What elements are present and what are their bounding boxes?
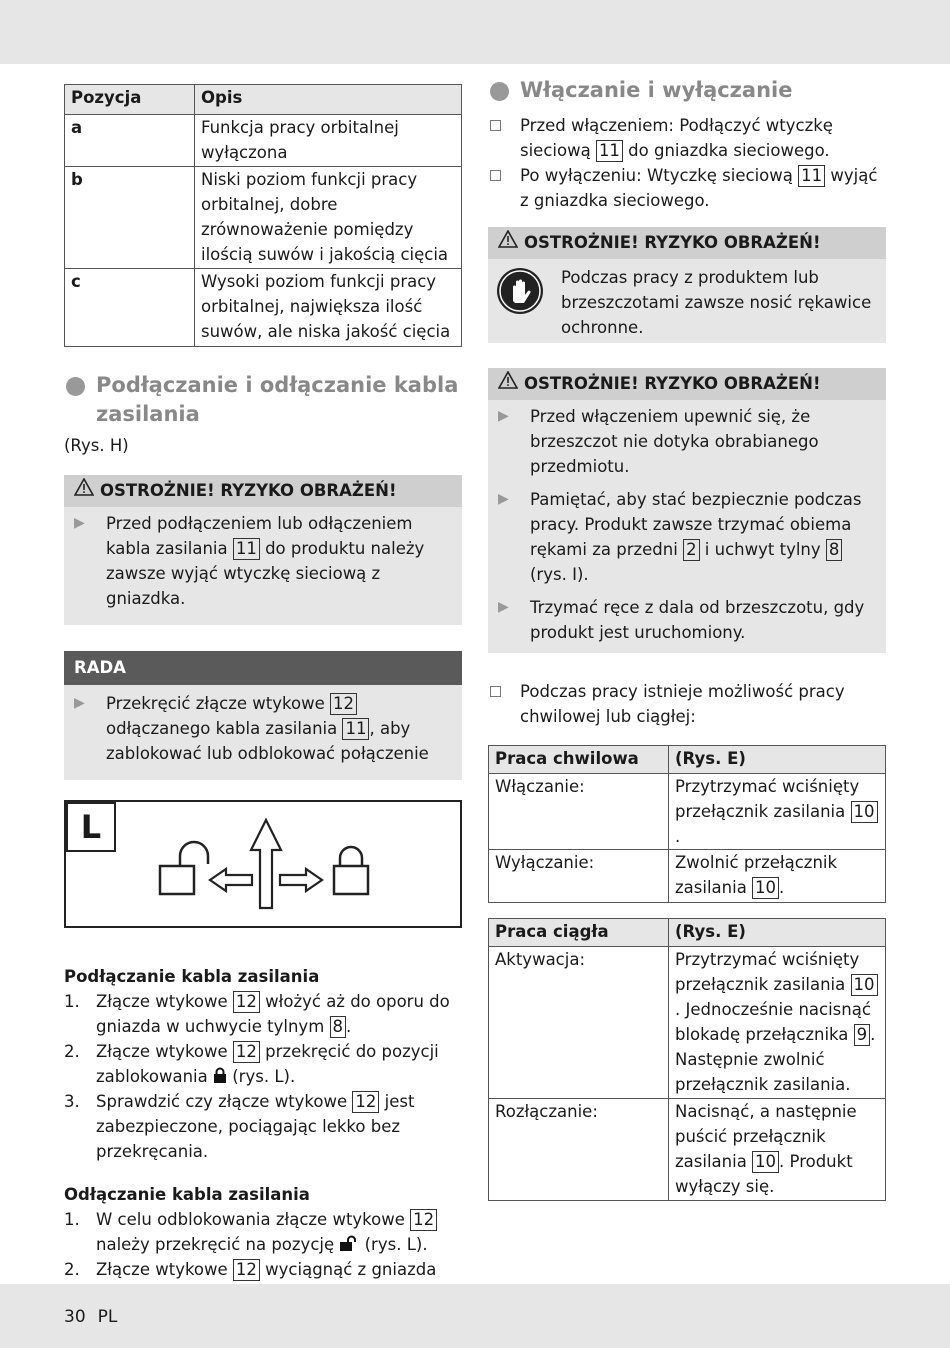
arrow-right-icon: ▶: [74, 695, 85, 711]
list-item: Po wyłączeniu: Wtyczkę sieciową 11 wyjąć z gniazdka sieciowego.: [488, 163, 886, 213]
list-item: 1. W celu odblokowania złącze wtykowe 12 należy przekręcić na pozycję (rys. L).: [64, 1207, 462, 1257]
arrow-right-icon: ▶: [498, 599, 509, 615]
checkbox-square-icon: [490, 170, 501, 181]
right-column: [488, 76, 886, 1201]
table-cell-description: Wysoki poziom funkcji pracy orbitalnej, największa ilość suwów, ale niska jakość cięcia: [195, 269, 462, 347]
table-header: (Rys. E): [669, 919, 886, 947]
table-cell: Zwolnić przełącznik zasilania 10 .: [669, 850, 886, 903]
table-cell-description: Niski poziom funkcji pracy orbitalnej, dobre zrównoważenie pomiędzy ilością suwów i jakością cięcia: [195, 167, 462, 269]
list-item: ▶ Przekręcić złącze wtykowe 12 odłączanego kabla zasilania 11 , aby zablokować lub odblokować połączenie: [74, 691, 452, 766]
table-cell-description: Funkcja pracy orbitalnej wyłączona: [195, 115, 462, 167]
table-row: [489, 850, 886, 903]
list-item: Podczas pracy istnieje możliwość pracy chwilowej lub ciągłej:: [488, 679, 886, 729]
lock-open-icon: [339, 1235, 359, 1252]
warning-box: [64, 475, 462, 625]
list-item: ▶ Trzymać ręce z dala od brzeszczotu, gdy produkt jest uruchomiony.: [498, 595, 876, 645]
table-row: [489, 1099, 886, 1201]
warning-triangle-icon: [498, 227, 518, 259]
page-number: 30: [64, 1307, 86, 1327]
table-cell-position: b: [65, 167, 195, 269]
lock-unlock-diagram-icon: [156, 816, 376, 916]
bullet-dot-icon: [66, 377, 85, 396]
list-item: 2. Złącze wtykowe 12 wyciągnąć z gniazda: [64, 1257, 462, 1307]
table-cell-position: a: [65, 115, 195, 167]
list-item: ▶ Przed włączeniem upewnić się, że brzeszczot nie dotyka obrabianego przedmiotu.: [498, 404, 876, 479]
section-title: Włączanie i wyłączanie: [488, 76, 886, 105]
bullet-dot-icon: [490, 82, 509, 101]
table-header-description: Opis: [195, 85, 462, 115]
table-header: Praca ciągła: [489, 919, 669, 947]
figure-label: L: [66, 802, 116, 852]
table-row: [489, 947, 886, 1099]
checkbox-square-icon: [490, 686, 501, 697]
figure-reference: (Rys. H): [64, 436, 129, 455]
orbital-table: [64, 84, 462, 347]
warning-header: OSTROŻNIE! RYZYKO OBRAŻEŃ!: [64, 475, 462, 507]
arrow-right-icon: ▶: [498, 408, 509, 424]
warning-triangle-icon: [74, 475, 94, 507]
arrow-right-icon: ▶: [74, 515, 85, 531]
table-cell: Wyłączanie:: [489, 850, 669, 903]
list-item: 2. Złącze wtykowe 12 przekręcić do pozycji zablokowania (rys. L).: [64, 1042, 439, 1086]
list-item: 1. Złącze wtykowe 12 włożyć aż do oporu do gniazda w uchwycie tylnym 8 .: [64, 992, 450, 1036]
table-cell: Przytrzymać wciśnięty przełącznik zasilania 10. Jednocześnie nacisnąć blokadę przełącznika 9 . Następnie zwolnić przełącznik zasilania.: [669, 947, 886, 1099]
table-cell: Nacisnąć, a następnie puścić przełącznik zasilania 10 . Produkt wyłączy się.: [669, 1099, 886, 1201]
table-cell-position: c: [65, 269, 195, 347]
table-row: [65, 269, 462, 347]
table-cell: Przytrzymać wciśnięty przełącznik zasilania 10.: [669, 774, 886, 850]
checkbox-square-icon: [490, 120, 501, 131]
gloves-icon: [496, 267, 544, 315]
language-code: PL: [97, 1307, 118, 1327]
warning-header: OSTROŻNIE! RYZYKO OBRAŻEŃ!: [488, 227, 886, 259]
table-header: (Rys. E): [669, 746, 886, 774]
table-row: [489, 774, 886, 850]
connect-steps: [64, 989, 462, 1164]
table-cell: Aktywacja:: [489, 947, 669, 1099]
page-footer: [64, 1305, 129, 1330]
continuous-table: [488, 918, 886, 1201]
list-item: ▶ Pamiętać, aby stać bezpiecznie podczas pracy. Produkt zawsze trzymać obiema rękami za przedni 2 i uchwyt tylny 8 (rys. I).: [498, 487, 876, 587]
table-header: Praca chwilowa: [489, 746, 669, 774]
warning-triangle-icon: [498, 368, 518, 400]
warning-header: OSTROŻNIE! RYZYKO OBRAŻEŃ!: [488, 368, 886, 400]
connect-title: Podłączanie kabla zasilania: [64, 967, 320, 986]
warning-text: Podczas pracy z produktem lub brzeszczotami zawsze nosić rękawice ochronne.: [561, 268, 872, 337]
table-row: [65, 115, 462, 167]
list-item: ▶ Przed podłączeniem lub odłączeniem kabla zasilania 11 do produktu należy zawsze wyjąć wtyczkę sieciową z gniazdka.: [74, 511, 452, 611]
momentary-table: [488, 745, 886, 903]
bottom-band: [0, 1284, 950, 1348]
arrow-right-icon: ▶: [498, 491, 509, 507]
lock-closed-icon: [213, 1067, 227, 1084]
tip-box: [64, 651, 462, 780]
disconnect-title: Odłączanie kabla zasilania: [64, 1185, 310, 1204]
top-band: [0, 0, 950, 64]
section-title: Podłączanie i odłączanie kabla zasilania: [64, 371, 462, 429]
table-cell: Włączanie:: [489, 774, 669, 850]
table-header-position: Pozycja: [65, 85, 195, 115]
table-row: [65, 167, 462, 269]
list-item: 3. Sprawdzić czy złącze wtykowe 12 jest zabezpieczone, pociągając lekko bez przekręcania.: [64, 1092, 415, 1161]
left-column: [64, 84, 462, 1307]
table-cell: Rozłączanie:: [489, 1099, 669, 1201]
warning-box: [488, 368, 886, 653]
list-item: Przed włączeniem: Podłączyć wtyczkę sieciową 11 do gniazdka sieciowego.: [488, 113, 886, 163]
warning-box: [488, 227, 886, 343]
figure-l: [64, 800, 462, 928]
tip-header: RADA: [64, 651, 462, 685]
